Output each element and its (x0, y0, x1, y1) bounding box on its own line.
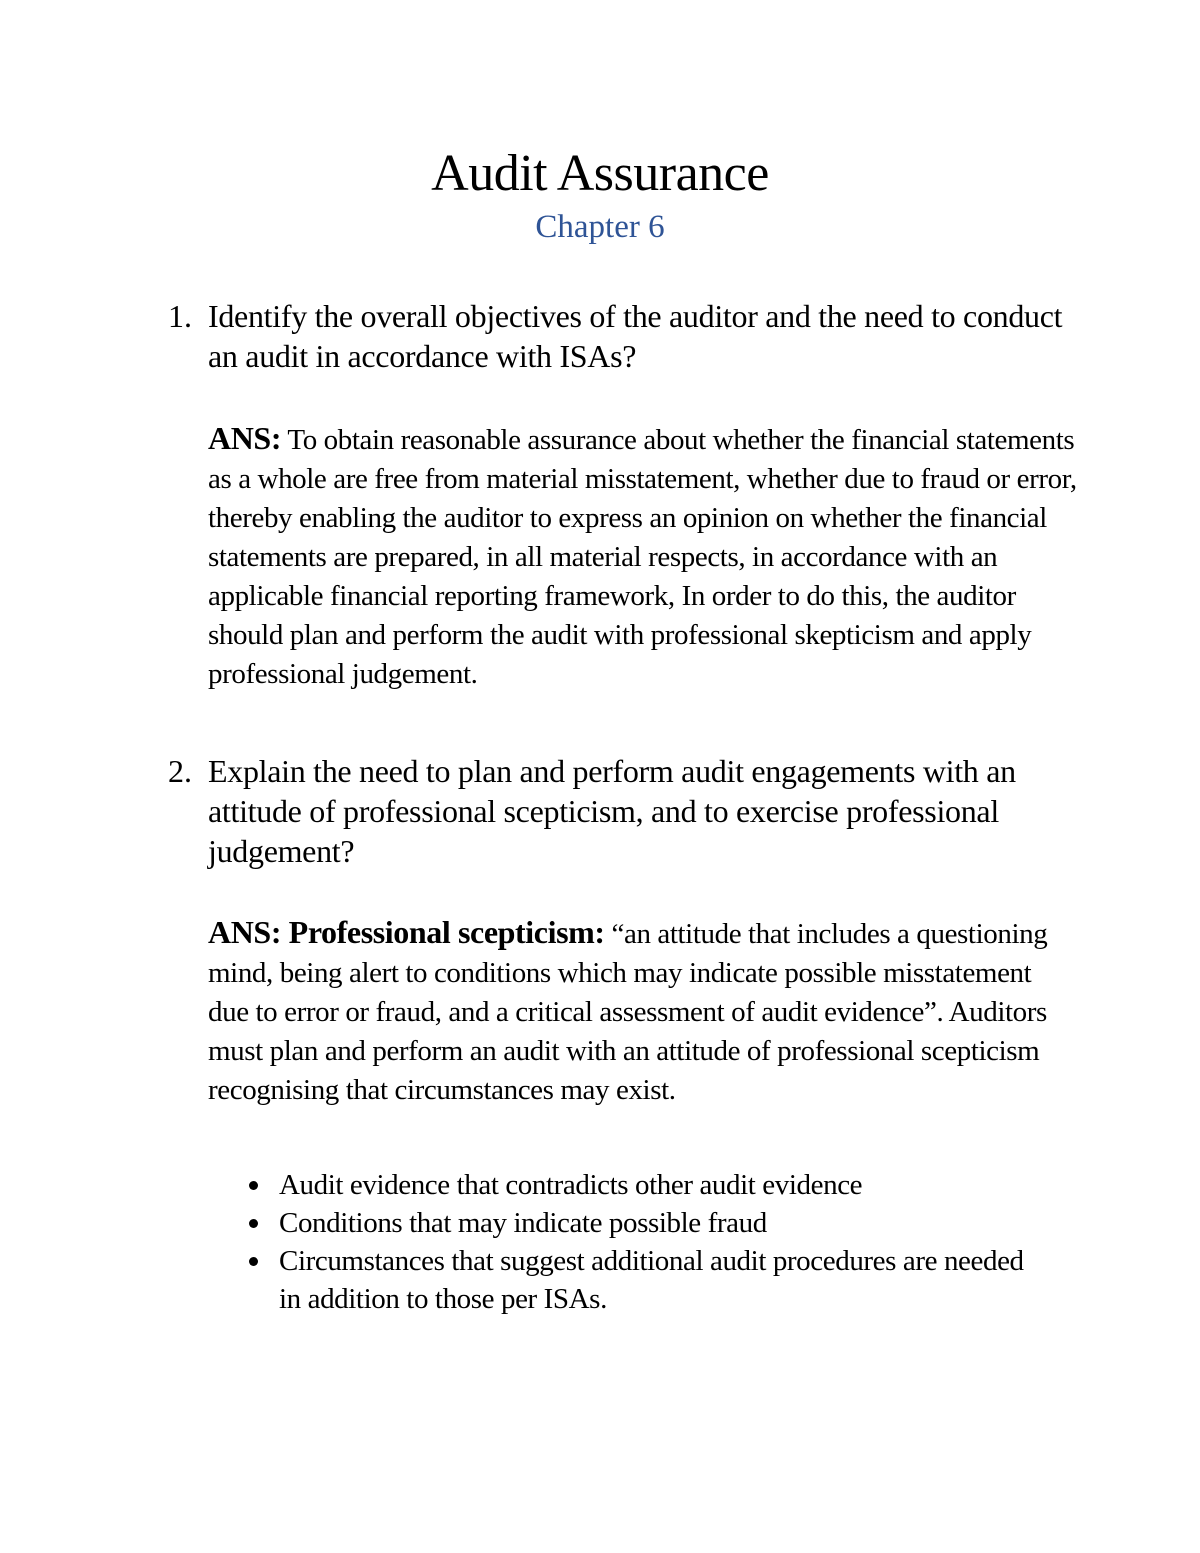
bullet-dot-icon (249, 1181, 258, 1190)
bullet-dot-icon (249, 1219, 258, 1228)
answer-1 (208, 419, 1078, 694)
bullet-text: Conditions that may indicate possible fraud (279, 1207, 767, 1239)
question-1-text: Identify the overall objectives of the auditor and the need to conduct an audit in accordance with ISAs? (208, 298, 1063, 374)
question-2-number: 2. (168, 753, 192, 789)
bullet-item (243, 1242, 1043, 1318)
bullet-text: Audit evidence that contradicts other audit evidence (279, 1169, 863, 1201)
answer-2 (208, 913, 1078, 1110)
bullet-text: Circumstances that suggest additional audit procedures are needed in addition to those per ISAs. (279, 1245, 1024, 1315)
answer-2-text: “an attitude that includes a questioning mind, being alert to conditions which may indicate possible misstatement due to error or fraud, and a critical assessment of audit evidence”. Auditors must plan and perform an audit with an attitude of professional scepticism recognising that circumstances may exist. (208, 918, 1048, 1106)
document-title: Audit Assurance (431, 145, 769, 202)
answer-2-bullet-list (243, 1166, 1043, 1318)
answer-2-label: ANS: Professional scepticism: (208, 914, 605, 950)
chapter-subtitle: Chapter 6 (535, 209, 665, 245)
answer-1-text: To obtain reasonable assurance about whether the financial statements as a whole are free from material misstatement, whether due to fraud or error, thereby enabling the auditor to express an opinion on whether the financial statements are prepared, in all material respects, in accordance with an applicable financial reporting framework, In order to do this, the auditor should plan and perform the audit with professional skepticism and apply professional judgement. (208, 424, 1077, 690)
question-2-text: Explain the need to plan and perform audit engagements with an attitude of professional scepticism, and to exercise professional judgement? (208, 753, 1016, 869)
question-1-number: 1. (168, 298, 192, 334)
answer-1-label: ANS: (208, 420, 282, 456)
bullet-item (243, 1204, 1043, 1242)
bullet-item (243, 1166, 1043, 1204)
bullet-dot-icon (249, 1257, 258, 1266)
